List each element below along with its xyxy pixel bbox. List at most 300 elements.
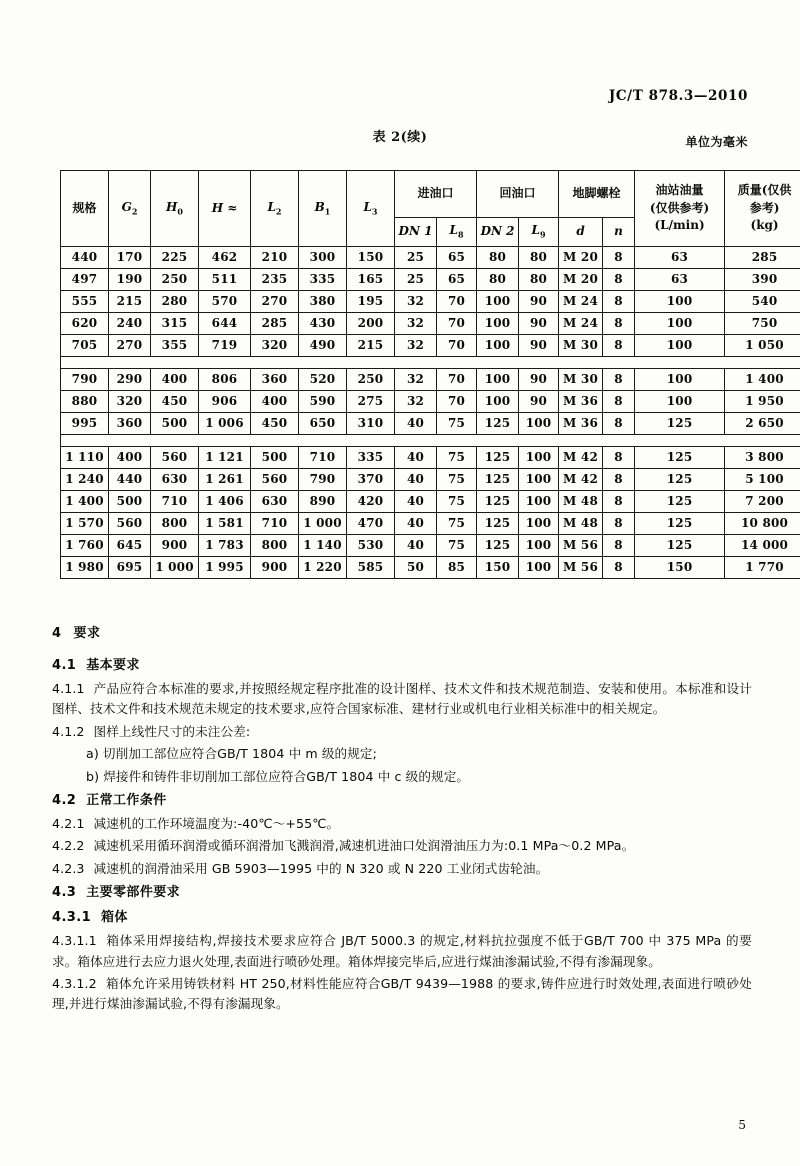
table-cell: 1 581 — [199, 513, 251, 535]
table-cell: 315 — [151, 313, 199, 335]
paragraph-4-1-1-number: 4.1.1 — [52, 681, 85, 696]
table-cell: 511 — [199, 269, 251, 291]
table-cell: 900 — [151, 535, 199, 557]
spec-table — [60, 170, 800, 579]
table-cell: M 48 — [559, 513, 603, 535]
paragraph-4-2-3 — [52, 859, 752, 879]
table-cell: 1 995 — [199, 557, 251, 579]
table-cell: 70 — [437, 291, 477, 313]
table-cell: 25 — [395, 247, 437, 269]
paragraph-4-1-2-item-a: a) 切削加工部位应符合GB/T 1804 中 m 级的规定; — [86, 746, 377, 762]
table-row — [61, 535, 800, 557]
table-cell: 250 — [151, 269, 199, 291]
table-cell: 40 — [395, 513, 437, 535]
table-cell: 695 — [109, 557, 151, 579]
table-row — [61, 269, 800, 291]
col-header-mass — [725, 171, 800, 247]
table-cell: 90 — [519, 335, 559, 357]
table-cell: M 42 — [559, 447, 603, 469]
table-cell: 210 — [251, 247, 299, 269]
table-cell: 1 400 — [725, 369, 800, 391]
section-heading-4-1 — [52, 654, 752, 673]
section-4-3-1-title: 箱体 — [101, 910, 128, 926]
table-cell: 100 — [477, 335, 519, 357]
paragraph-4-3-1-2 — [52, 974, 752, 1015]
col-header-oil-flow — [635, 171, 725, 247]
table-cell: 440 — [109, 469, 151, 491]
table-cell: 165 — [347, 269, 395, 291]
table-cell: 225 — [151, 247, 199, 269]
section-heading-4-2 — [52, 789, 752, 808]
section-4-3-number: 4.3 — [52, 885, 77, 901]
table-cell: 100 — [635, 313, 725, 335]
table-cell: 1 220 — [299, 557, 347, 579]
table-cell: 520 — [299, 369, 347, 391]
table-cell: 125 — [477, 513, 519, 535]
section-4-number: 4 — [52, 626, 62, 641]
table-cell: 800 — [251, 535, 299, 557]
paragraph-4-1-2-text: 图样上线性尺寸的未注公差: — [93, 723, 251, 739]
table-cell: 8 — [603, 291, 635, 313]
table-cell: 1 980 — [61, 557, 109, 579]
table-cell: 450 — [251, 413, 299, 435]
paragraph-4-2-3-text: 减速机的润滑油采用 GB 5903—1995 中的 N 320 或 N 220 工业闭式齿轮油。 — [93, 860, 549, 876]
table-cell: 8 — [603, 269, 635, 291]
table-cell: 420 — [347, 491, 395, 513]
paragraph-4-3-1-1 — [52, 931, 752, 972]
col-header-h0-sub: 0 — [177, 206, 183, 217]
table-cell: 3 800 — [725, 447, 800, 469]
paragraph-4-1-1 — [52, 679, 752, 720]
table-cell: 500 — [109, 491, 151, 513]
table-cell: 80 — [519, 269, 559, 291]
table-cell: 150 — [347, 247, 395, 269]
table-cell: 719 — [199, 335, 251, 357]
paragraph-4-2-2 — [52, 836, 752, 856]
table-cell: 100 — [519, 469, 559, 491]
table-caption: 表 2(续) — [372, 130, 428, 145]
table-cell: 280 — [151, 291, 199, 313]
table-cell: M 36 — [559, 391, 603, 413]
table-cell: 1 000 — [151, 557, 199, 579]
table-cell: 555 — [61, 291, 109, 313]
table-cell: 8 — [603, 557, 635, 579]
table-cell: 440 — [61, 247, 109, 269]
table-cell: 70 — [437, 369, 477, 391]
table-cell: 80 — [519, 247, 559, 269]
table-cell: 750 — [725, 313, 800, 335]
table-cell: 65 — [437, 269, 477, 291]
table-cell: 250 — [347, 369, 395, 391]
standard-code: JC/T 878.3—2010 — [608, 88, 748, 104]
group-header-outlet — [477, 171, 559, 218]
table-cell: 195 — [347, 291, 395, 313]
table-cell: 100 — [519, 491, 559, 513]
table-cell: 400 — [109, 447, 151, 469]
table-cell: 75 — [437, 413, 477, 435]
table-cell: 70 — [437, 313, 477, 335]
table-cell: 100 — [519, 557, 559, 579]
paragraph-4-3-1-2-number: 4.3.1.2 — [52, 975, 97, 991]
table-cell: 497 — [61, 269, 109, 291]
table-cell: 100 — [635, 391, 725, 413]
table-cell: 14 000 — [725, 535, 800, 557]
paragraph-4-1-2-item-b: b) 焊接件和铸件非切削加工部位应符合GB/T 1804 中 c 级的规定。 — [86, 768, 470, 784]
section-heading-4 — [52, 622, 752, 641]
table-cell: 90 — [519, 391, 559, 413]
table-cell: 40 — [395, 469, 437, 491]
col-header-l9-label: L — [531, 223, 540, 238]
table-body — [61, 247, 800, 579]
col-header-dn1 — [395, 218, 437, 247]
table-row — [61, 369, 800, 391]
section-4-3-title: 主要零部件要求 — [86, 885, 181, 901]
col-header-d-label: d — [576, 224, 585, 239]
table-row — [61, 413, 800, 435]
table-cell: 585 — [347, 557, 395, 579]
table-cell: 1 760 — [61, 535, 109, 557]
col-header-l8-sub: 8 — [457, 229, 464, 240]
table-cell: 70 — [437, 391, 477, 413]
table-cell: 40 — [395, 491, 437, 513]
paragraph-4-2-2-text: 减速机采用循环润滑或循环润滑加飞溅润滑,减速机进油口处润滑油压力为:0.1 MPa～0.2 MPa。 — [93, 838, 635, 854]
table-cell: 630 — [151, 469, 199, 491]
table-cell: 170 — [109, 247, 151, 269]
table-cell: 215 — [109, 291, 151, 313]
table-head — [61, 171, 800, 247]
table-cell: 125 — [477, 413, 519, 435]
group-header-inlet — [395, 171, 477, 218]
table-cell: 644 — [199, 313, 251, 335]
table-cell: 150 — [477, 557, 519, 579]
table-cell: 1 950 — [725, 391, 800, 413]
table-cell: 275 — [347, 391, 395, 413]
table-cell: 125 — [477, 491, 519, 513]
table-cell: 1 406 — [199, 491, 251, 513]
table-cell: 630 — [251, 491, 299, 513]
col-header-l9-sub: 9 — [539, 229, 546, 240]
col-header-n-label: n — [614, 224, 623, 239]
table-cell: 100 — [635, 291, 725, 313]
table-cell: 320 — [109, 391, 151, 413]
table-cell: 8 — [603, 491, 635, 513]
col-header-mass-line1: 质量(仅供 — [737, 183, 792, 198]
table-cell: 1 000 — [299, 513, 347, 535]
table-unit-note: 单位为毫米 — [685, 135, 748, 149]
paragraph-4-2-1 — [52, 814, 752, 834]
table-cell: 400 — [151, 369, 199, 391]
table-cell: M 30 — [559, 335, 603, 357]
col-header-h0 — [151, 171, 199, 247]
table-cell: 8 — [603, 369, 635, 391]
table-cell: 150 — [635, 557, 725, 579]
table-cell: 560 — [109, 513, 151, 535]
table-cell: 40 — [395, 447, 437, 469]
table-cell: 32 — [395, 291, 437, 313]
table-row — [61, 469, 800, 491]
table-cell: 215 — [347, 335, 395, 357]
table-cell: 75 — [437, 447, 477, 469]
paragraph-4-1-1-text: 产品应符合本标准的要求,并按照经规定程序批准的设计图样、技术文件和技术规范制造、安装和使用。本标准和设计图样、技术文件和技术规范未规定的技术要求,应符合国家标准、建材行业或机电行业相关标准中的相关规定。 — [52, 681, 752, 717]
table-cell: 100 — [477, 313, 519, 335]
table-cell: 25 — [395, 269, 437, 291]
table-cell: 8 — [603, 413, 635, 435]
table-cell: 90 — [519, 369, 559, 391]
table-cell: 1 006 — [199, 413, 251, 435]
table-cell: 710 — [299, 447, 347, 469]
paragraph-4-2-1-number: 4.2.1 — [52, 815, 85, 831]
table-cell: 100 — [477, 291, 519, 313]
table-cell: 906 — [199, 391, 251, 413]
table-cell: 790 — [299, 469, 347, 491]
table-cell: 75 — [437, 491, 477, 513]
table-cell: 1 783 — [199, 535, 251, 557]
col-header-l3-label: L — [363, 199, 372, 214]
table-cell: 490 — [299, 335, 347, 357]
group-header-bolt-label: 地脚螺栓 — [572, 186, 621, 201]
table-cell: 125 — [635, 491, 725, 513]
page-number: 5 — [738, 1118, 746, 1132]
table-cell: 8 — [603, 447, 635, 469]
table-group-separator-cell — [61, 357, 800, 369]
table-row — [61, 247, 800, 269]
table-cell: 1 400 — [61, 491, 109, 513]
paragraph-4-2-1-text: 减速机的工作环境温度为:-40℃～+55℃。 — [93, 815, 340, 831]
table-cell: 125 — [635, 535, 725, 557]
table-cell: 65 — [437, 247, 477, 269]
table-cell: 5 100 — [725, 469, 800, 491]
table-cell: 8 — [603, 247, 635, 269]
table-cell: 360 — [251, 369, 299, 391]
paragraph-4-3-1-1-number: 4.3.1.1 — [52, 933, 97, 949]
table-cell: 300 — [299, 247, 347, 269]
group-header-outlet-label: 回油口 — [499, 186, 536, 201]
table-cell: 125 — [477, 469, 519, 491]
table-group-separator — [61, 435, 800, 447]
table-cell: 806 — [199, 369, 251, 391]
table-cell: 470 — [347, 513, 395, 535]
table-cell: M 36 — [559, 413, 603, 435]
table-cell: 80 — [477, 247, 519, 269]
table-row — [61, 557, 800, 579]
col-header-dn2 — [477, 218, 519, 247]
table-cell: M 56 — [559, 535, 603, 557]
table-cell: 100 — [519, 413, 559, 435]
col-header-oil-flow-line2: (仅供参考) — [649, 200, 710, 215]
table-cell: 380 — [299, 291, 347, 313]
table-cell: 790 — [61, 369, 109, 391]
table-cell: M 20 — [559, 269, 603, 291]
table-cell: 200 — [347, 313, 395, 335]
table-head-row-1 — [61, 171, 800, 218]
col-header-dn2-label: DN 2 — [480, 224, 515, 239]
table-cell: 125 — [635, 447, 725, 469]
col-header-h — [199, 171, 251, 247]
table-cell: 370 — [347, 469, 395, 491]
table-cell: M 24 — [559, 313, 603, 335]
table-cell: 620 — [61, 313, 109, 335]
section-heading-4-3-1 — [52, 906, 752, 925]
table-cell: 400 — [251, 391, 299, 413]
col-header-spec — [61, 171, 109, 247]
table-cell: 710 — [251, 513, 299, 535]
col-header-l2-sub: 2 — [275, 206, 282, 217]
table-cell: 270 — [109, 335, 151, 357]
table-cell: 270 — [251, 291, 299, 313]
col-header-spec-label: 规格 — [72, 200, 97, 215]
table-cell: 335 — [299, 269, 347, 291]
col-header-h-label: H ≈ — [211, 200, 238, 215]
table-cell: 1 140 — [299, 535, 347, 557]
table-cell: 100 — [477, 369, 519, 391]
table-cell: 10 800 — [725, 513, 800, 535]
col-header-oil-flow-line3: (L/min) — [654, 218, 705, 233]
table-cell: M 48 — [559, 491, 603, 513]
table-cell: 880 — [61, 391, 109, 413]
table-group-separator-cell — [61, 435, 800, 447]
table-cell: 8 — [603, 335, 635, 357]
table-cell: 900 — [251, 557, 299, 579]
table-cell: 310 — [347, 413, 395, 435]
document-body — [52, 622, 752, 1017]
table-cell: M 20 — [559, 247, 603, 269]
table-cell: 85 — [437, 557, 477, 579]
table-cell: 360 — [109, 413, 151, 435]
table-cell: 1 110 — [61, 447, 109, 469]
table-cell: 800 — [151, 513, 199, 535]
table-cell: 530 — [347, 535, 395, 557]
table-cell: M 24 — [559, 291, 603, 313]
col-header-mass-line2: 参考) — [749, 200, 780, 215]
table-cell: 500 — [251, 447, 299, 469]
table-cell: 335 — [347, 447, 395, 469]
table-cell: 125 — [635, 413, 725, 435]
table-cell: 100 — [477, 391, 519, 413]
table-cell: 570 — [199, 291, 251, 313]
col-header-l8-label: L — [449, 223, 458, 238]
section-4-2-title: 正常工作条件 — [86, 792, 167, 808]
table-cell: 100 — [635, 335, 725, 357]
table-cell: 235 — [251, 269, 299, 291]
col-header-l2 — [251, 171, 299, 247]
table-cell: 290 — [109, 369, 151, 391]
table-cell: 2 650 — [725, 413, 800, 435]
table-row — [61, 491, 800, 513]
col-header-b1 — [299, 171, 347, 247]
table-cell: 50 — [395, 557, 437, 579]
col-header-n — [603, 218, 635, 247]
table-row — [61, 513, 800, 535]
table-cell: 355 — [151, 335, 199, 357]
col-header-l9 — [519, 218, 559, 247]
table-cell: 7 200 — [725, 491, 800, 513]
table-cell: 995 — [61, 413, 109, 435]
col-header-g2-sub: 2 — [131, 206, 138, 217]
table-cell: 125 — [477, 447, 519, 469]
col-header-mass-line3: (kg) — [750, 218, 779, 233]
table-cell: 285 — [251, 313, 299, 335]
table-cell: 645 — [109, 535, 151, 557]
table-cell: 125 — [635, 513, 725, 535]
section-4-3-1-number: 4.3.1 — [52, 910, 92, 926]
table-cell: 8 — [603, 513, 635, 535]
table-row — [61, 291, 800, 313]
table-cell: 190 — [109, 269, 151, 291]
section-4-1-title: 基本要求 — [86, 658, 140, 673]
col-header-g2 — [109, 171, 151, 247]
table-cell: 63 — [635, 269, 725, 291]
table-cell: 1 770 — [725, 557, 800, 579]
table-cell: 8 — [603, 469, 635, 491]
section-4-1-number: 4.1 — [52, 658, 77, 673]
table-cell: 70 — [437, 335, 477, 357]
col-header-l3 — [347, 171, 395, 247]
table-cell: 90 — [519, 313, 559, 335]
group-header-inlet-label: 进油口 — [417, 186, 454, 201]
table-cell: 320 — [251, 335, 299, 357]
table-row — [61, 391, 800, 413]
col-header-b1-label: B — [314, 199, 325, 214]
table-cell: 1 121 — [199, 447, 251, 469]
section-4-2-number: 4.2 — [52, 792, 77, 808]
table-cell: M 42 — [559, 469, 603, 491]
table-cell: 100 — [519, 447, 559, 469]
table-row — [61, 313, 800, 335]
table-cell: 1 240 — [61, 469, 109, 491]
group-header-bolt — [559, 171, 635, 218]
table-cell: 705 — [61, 335, 109, 357]
table-cell: 430 — [299, 313, 347, 335]
table-cell: 100 — [519, 535, 559, 557]
table-cell: 75 — [437, 469, 477, 491]
col-header-dn1-label: DN 1 — [398, 224, 433, 239]
table-cell: M 56 — [559, 557, 603, 579]
paragraph-4-3-1-1-text: 箱体采用焊接结构,焊接技术要求应符合 JB/T 5000.3 的规定,材料抗拉强度不低于GB/T 700 中 375 MPa 的要求。箱体应进行去应力退火处理,表面进行喷砂处理。箱体焊接完毕后,应进行煤油渗漏试验,不得有渗漏现象。 — [52, 933, 752, 969]
table-cell: 100 — [519, 513, 559, 535]
col-header-g2-label: G — [121, 199, 132, 214]
table-cell: 1 570 — [61, 513, 109, 535]
spec-table-wrapper — [60, 170, 792, 579]
table-cell: 650 — [299, 413, 347, 435]
table-cell: 32 — [395, 391, 437, 413]
table-cell: 63 — [635, 247, 725, 269]
table-cell: 710 — [151, 491, 199, 513]
col-header-l2-label: L — [267, 199, 276, 214]
table-cell: 32 — [395, 313, 437, 335]
table-row — [61, 447, 800, 469]
col-header-h0-label: H — [166, 199, 178, 214]
table-cell: 560 — [151, 447, 199, 469]
paragraph-4-2-3-number: 4.2.3 — [52, 860, 85, 876]
table-cell: 1 261 — [199, 469, 251, 491]
table-cell: 285 — [725, 247, 800, 269]
table-cell: 500 — [151, 413, 199, 435]
table-cell: 40 — [395, 413, 437, 435]
table-cell: 32 — [395, 335, 437, 357]
table-cell: 8 — [603, 391, 635, 413]
col-header-l3-sub: 3 — [371, 206, 378, 217]
table-cell: 462 — [199, 247, 251, 269]
table-cell: 80 — [477, 269, 519, 291]
table-cell: 540 — [725, 291, 800, 313]
table-cell: 8 — [603, 313, 635, 335]
table-cell: M 30 — [559, 369, 603, 391]
paragraph-4-2-2-number: 4.2.2 — [52, 838, 85, 854]
paragraph-4-3-1-2-text: 箱体允许采用铸铁材料 HT 250,材料性能应符合GB/T 9439—1988 的要求,铸件应进行时效处理,表面进行喷砂处理,并进行煤油渗漏试验,不得有渗漏现象。 — [52, 975, 752, 1012]
table-cell: 590 — [299, 391, 347, 413]
table-row — [61, 335, 800, 357]
section-heading-4-3 — [52, 881, 752, 900]
